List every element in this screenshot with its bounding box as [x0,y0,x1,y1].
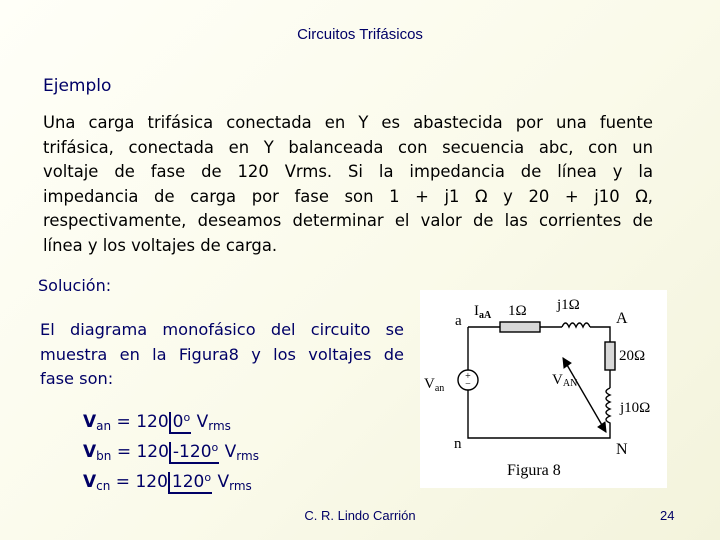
eq-angle [169,442,219,464]
solution-line: muestra en la Figura8 y los voltajes de [40,344,404,364]
eq-magnitude: 120 [136,412,169,432]
eq-angle-value: -120 [172,442,212,462]
problem-line: respectivamente, deseamos determinar el valor de las corrientes de [43,211,653,231]
eq-sign: = [116,442,132,462]
eq-angle-value: 0 [172,412,184,432]
problem-line: voltaje de fase de 120 Vrms. Si la impedancia de línea y la [43,162,653,182]
problem-statement [43,111,653,259]
label-n: n [454,436,462,452]
page-number: 24 [660,508,675,523]
eq-unit-sub: rms [236,449,259,463]
eq-unit: V [196,412,209,432]
van-arrow-head-bottom [598,422,606,432]
wire-top-right [590,327,610,342]
eq-unit: V [224,442,237,462]
circuit-figure [420,290,667,488]
eq-degree: o [183,411,191,424]
load-resistor [605,342,615,370]
eq-var: V [83,412,97,432]
label-line-reactance: j1Ω [557,297,580,313]
label-N: N [616,441,628,458]
eq-angle-value: 120 [171,472,205,492]
eq-sign: = [115,472,131,492]
eq-var-sub: bn [96,449,112,463]
load-inductor [606,388,610,428]
eq-magnitude: 120 [136,442,169,462]
eq-degree: o [204,471,212,484]
equation-van [83,403,259,433]
eq-var: V [83,472,97,492]
label-a: a [455,313,462,329]
label-van-source: $V_{an}$ [424,376,445,394]
equation-vbn [83,433,259,463]
solution-label: Solución: [38,276,112,295]
problem-line: Una carga trifásica conectada en Y es abastecida por una fuente [43,113,653,132]
source-plus: + [465,371,471,382]
phase-voltage-equations [83,403,259,493]
eq-magnitude: 120 [135,472,168,492]
eq-var-sub: cn [96,479,111,493]
source-minus: − [465,379,471,390]
eq-degree: o [211,441,219,454]
label-A: A [616,310,628,327]
eq-sign: = [116,412,131,432]
eq-unit-sub: rms [229,479,252,493]
eq-angle [168,472,212,494]
footer-author: C. R. Lindo Carrión [304,508,416,523]
problem-line: impedancia de carga por fase son 1 + j1 Ω y 20 + j10 Ω, [43,186,653,206]
solution-line: El diagrama monofásico del circuito se [40,320,404,339]
solution-line: fase son: [40,369,114,388]
label-line-resistance: 1Ω [508,303,527,319]
eq-var: V [83,442,97,462]
slide-header: Circuitos Trifásicos [297,26,423,43]
eq-unit: V [217,472,230,492]
van-arrow-line [563,358,606,432]
line-inductor [562,323,590,327]
label-van-load: VAN [552,372,578,389]
label-load-reactance: j10Ω [620,400,651,416]
solution-text [40,318,404,392]
section-title: Ejemplo [43,76,112,96]
problem-line: línea y los voltajes de carga. [43,235,278,255]
line-resistor [500,322,540,332]
eq-var-sub: an [96,419,112,433]
label-load-resistance: 20Ω [619,348,646,364]
van-arrow-head-top [563,358,571,368]
label-iaa: $I_{aA}$ [474,303,492,321]
wire-left-lower [468,390,610,438]
problem-line: trifásica, conectada en Y balanceada con secuencia abc, con un [43,137,653,157]
equation-vcn [83,463,259,493]
eq-unit-sub: rms [208,419,231,433]
eq-angle [169,412,192,434]
figure-caption: Figura 8 [507,462,561,479]
